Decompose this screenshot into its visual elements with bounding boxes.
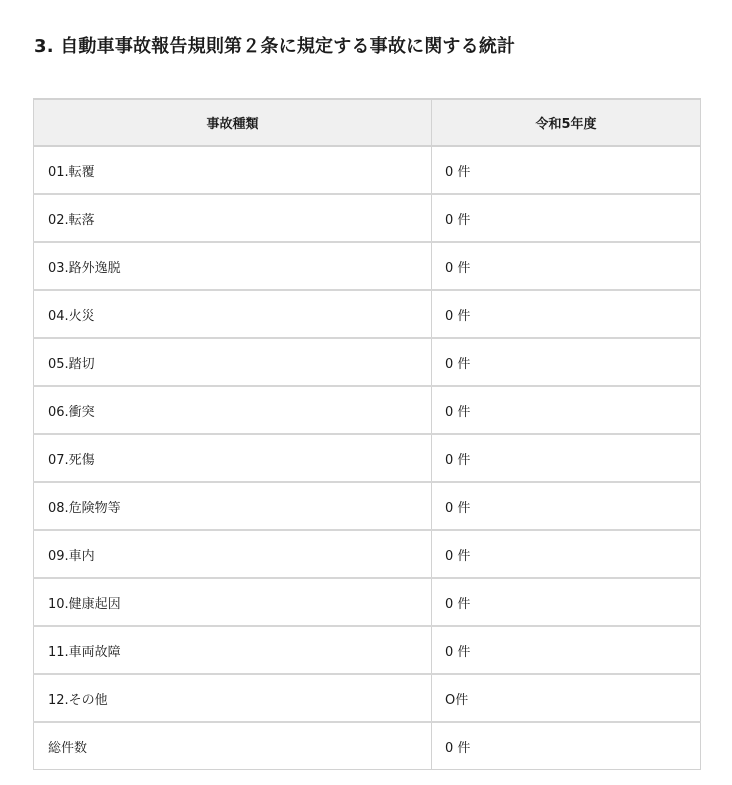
accident-count-cell: 0 件	[432, 146, 701, 194]
accident-type-cell: 08.危険物等	[34, 482, 432, 530]
accident-count-cell: 0 件	[432, 482, 701, 530]
accident-count-cell: 0 件	[432, 434, 701, 482]
accident-type-cell: 10.健康起因	[34, 578, 432, 626]
table-row	[34, 146, 701, 194]
accident-count-cell: 0 件	[432, 242, 701, 290]
column-header-accident-type: 事故種類	[34, 99, 432, 146]
table-row	[34, 626, 701, 674]
table-row	[34, 242, 701, 290]
table-row	[34, 578, 701, 626]
table-row-total	[34, 722, 701, 770]
table-row	[34, 194, 701, 242]
accident-type-cell: 02.転落	[34, 194, 432, 242]
accident-count-cell: O件	[432, 674, 701, 722]
table-row	[34, 530, 701, 578]
table-row	[34, 338, 701, 386]
page-title: 3. 自動車事故報告規則第２条に規定する事故に関する統計	[34, 36, 516, 57]
accident-type-cell: 05.踏切	[34, 338, 432, 386]
accident-type-cell: 11.車両故障	[34, 626, 432, 674]
table-header-row	[34, 99, 701, 146]
table-row	[34, 290, 701, 338]
total-label-cell: 総件数	[34, 722, 432, 770]
accident-type-cell: 06.衝突	[34, 386, 432, 434]
accident-count-cell: 0 件	[432, 530, 701, 578]
table-row	[34, 482, 701, 530]
accident-type-cell: 01.転覆	[34, 146, 432, 194]
accident-count-cell: 0 件	[432, 194, 701, 242]
accident-count-cell: 0 件	[432, 338, 701, 386]
accident-count-cell: 0 件	[432, 626, 701, 674]
accident-type-cell: 07.死傷	[34, 434, 432, 482]
accident-count-cell: 0 件	[432, 578, 701, 626]
accident-type-cell: 04.火災	[34, 290, 432, 338]
column-header-fiscal-year: 令和5年度	[432, 99, 701, 146]
table-row	[34, 674, 701, 722]
accident-statistics-table	[33, 98, 701, 770]
accident-type-cell: 09.車内	[34, 530, 432, 578]
accident-type-cell: 12.その他	[34, 674, 432, 722]
table-row	[34, 434, 701, 482]
accident-count-cell: 0 件	[432, 386, 701, 434]
accident-count-cell: 0 件	[432, 290, 701, 338]
table-row	[34, 386, 701, 434]
accident-type-cell: 03.路外逸脱	[34, 242, 432, 290]
total-count-cell: 0 件	[445, 740, 471, 756]
